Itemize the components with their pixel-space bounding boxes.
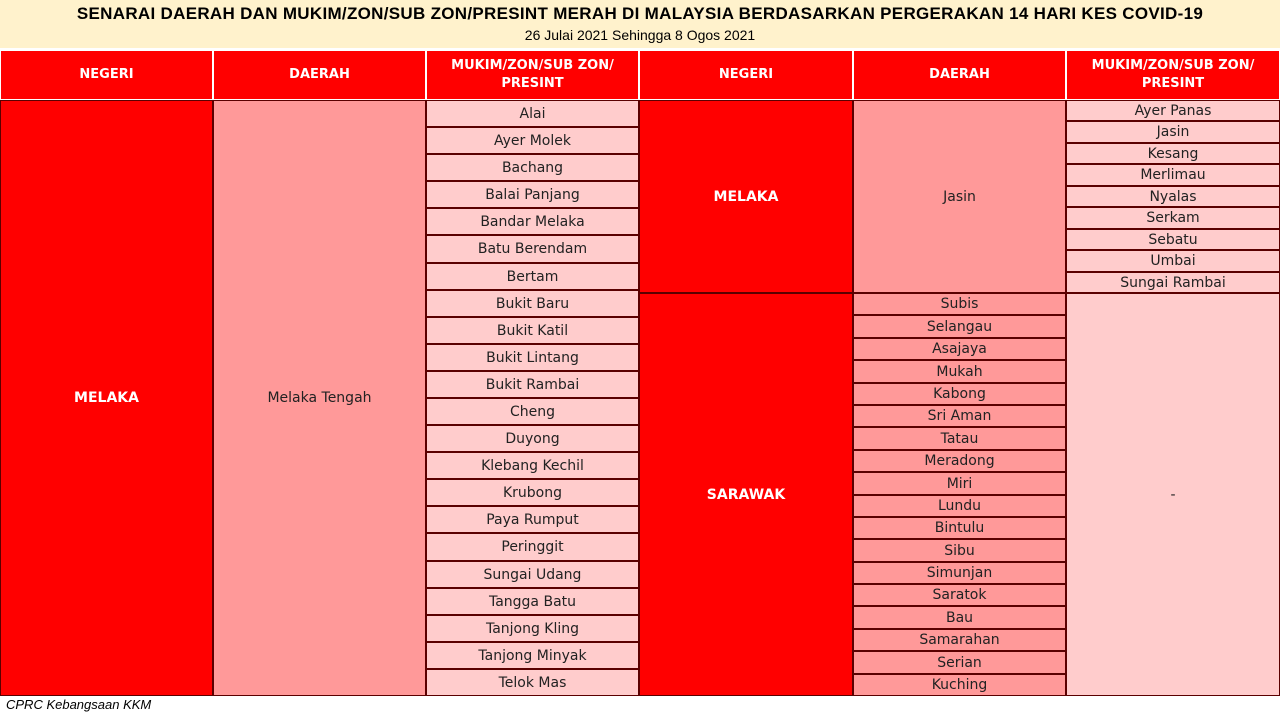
- mukim-row: Balai Panjang: [426, 181, 639, 208]
- negeri-cell-melaka-right: MELAKA: [639, 100, 853, 293]
- header-daerah-right: DAERAH: [853, 50, 1066, 100]
- daerah-row: Meradong: [853, 450, 1066, 472]
- mukim-row: Telok Mas: [426, 669, 639, 696]
- daerah-row: Bau: [853, 606, 1066, 629]
- daerah-row: Miri: [853, 472, 1066, 495]
- mukim-row: Ayer Panas: [1066, 100, 1280, 121]
- daerah-row: Saratok: [853, 584, 1066, 606]
- daerah-row: Bintulu: [853, 517, 1066, 539]
- daerah-row: Subis: [853, 293, 1066, 315]
- mukim-row: Bukit Rambai: [426, 371, 639, 398]
- mukim-row: Serkam: [1066, 207, 1280, 229]
- header-negeri-left: NEGERI: [0, 50, 213, 100]
- mukim-row: Batu Berendam: [426, 235, 639, 263]
- mukim-row: Tanjong Minyak: [426, 642, 639, 669]
- mukim-row: Alai: [426, 100, 639, 127]
- daerah-row: Samarahan: [853, 629, 1066, 651]
- mukim-row: Jasin: [1066, 121, 1280, 143]
- mukim-row: Bachang: [426, 154, 639, 181]
- mukim-cell-sarawak: -: [1066, 293, 1280, 696]
- mukim-row: Paya Rumput: [426, 506, 639, 533]
- mukim-row: Tanjong Kling: [426, 615, 639, 642]
- daerah-row: Simunjan: [853, 562, 1066, 584]
- mukim-row: Kesang: [1066, 143, 1280, 164]
- mukim-row: Bukit Baru: [426, 290, 639, 317]
- daerah-row: Selangau: [853, 315, 1066, 338]
- daerah-cell-jasin: Jasin: [853, 100, 1066, 293]
- daerah-row: Sibu: [853, 539, 1066, 562]
- daerah-row: Lundu: [853, 495, 1066, 517]
- mukim-row: Nyalas: [1066, 186, 1280, 207]
- daerah-row: Mukah: [853, 360, 1066, 383]
- negeri-cell-sarawak: SARAWAK: [639, 293, 853, 696]
- source-footer: CPRC Kebangsaan KKM: [6, 697, 152, 712]
- date-range: 26 Julai 2021 Sehingga 8 Ogos 2021: [524, 27, 756, 43]
- mukim-row: Klebang Kechil: [426, 452, 639, 479]
- mukim-row: Peringgit: [426, 533, 639, 561]
- header-mukim-left: MUKIM/ZON/SUB ZON/ PRESINT: [426, 50, 639, 100]
- mukim-row: Duyong: [426, 425, 639, 452]
- daerah-row: Kuching: [853, 674, 1066, 696]
- daerah-row: Asajaya: [853, 338, 1066, 360]
- header-daerah-left: DAERAH: [213, 50, 426, 100]
- mukim-row: Cheng: [426, 398, 639, 425]
- mukim-row: Sebatu: [1066, 229, 1280, 250]
- mukim-row: Merlimau: [1066, 164, 1280, 186]
- mukim-row: Bertam: [426, 263, 639, 290]
- header-mukim-right: MUKIM/ZON/SUB ZON/ PRESINT: [1066, 50, 1280, 100]
- daerah-row: Tatau: [853, 427, 1066, 450]
- daerah-row: Serian: [853, 651, 1066, 674]
- page-title: SENARAI DAERAH DAN MUKIM/ZON/SUB ZON/PRESINT MERAH DI MALAYSIA BERDASARKAN PERGERAKAN 14 HARI KES COVID-19: [76, 4, 1204, 23]
- mukim-row: Bukit Lintang: [426, 344, 639, 371]
- mukim-row: Tangga Batu: [426, 588, 639, 615]
- mukim-row: Bandar Melaka: [426, 208, 639, 235]
- mukim-row: Umbai: [1066, 250, 1280, 272]
- mukim-row: Bukit Katil: [426, 317, 639, 344]
- mukim-row: Krubong: [426, 479, 639, 506]
- mukim-row: Sungai Rambai: [1066, 272, 1280, 293]
- mukim-row: Sungai Udang: [426, 561, 639, 588]
- daerah-row: Kabong: [853, 383, 1066, 405]
- daerah-row: Sri Aman: [853, 405, 1066, 427]
- daerah-cell-melaka-tengah: Melaka Tengah: [213, 100, 426, 696]
- mukim-row: Ayer Molek: [426, 127, 639, 154]
- negeri-cell-melaka: MELAKA: [0, 100, 213, 696]
- header-negeri-right: NEGERI: [639, 50, 853, 100]
